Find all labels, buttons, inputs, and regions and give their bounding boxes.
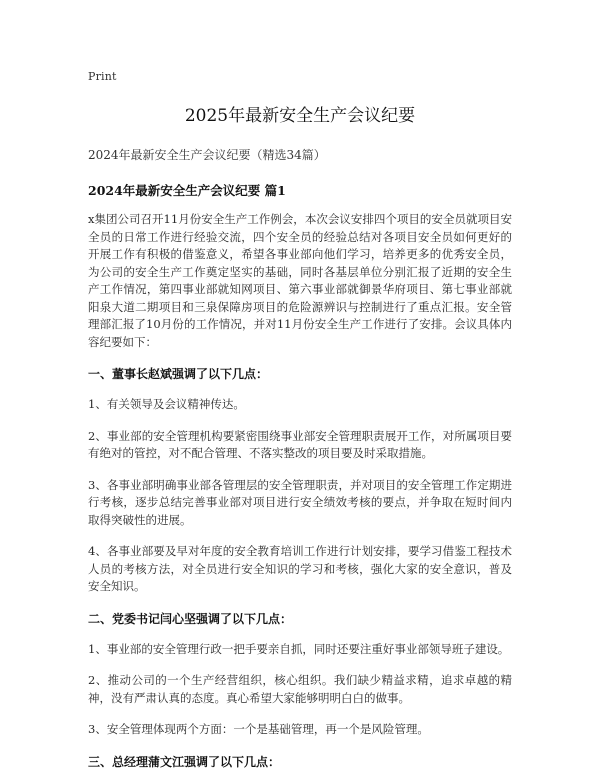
section-title: 2024年最新安全生产会议纪要 篇1 [88, 183, 286, 198]
document-subtitle: 2024年最新安全生产会议纪要（精选34篇） [88, 148, 326, 162]
section-heading-1: 一、董事长赵斌强调了以下几点： [88, 367, 269, 381]
list-item: 3、各事业部明确事业部各管理层的安全管理职责，并对项目的安全管理工作定期进行考核，逐步总结完善事业部对项目进行安全绩效考核的要点，并争取在短时间内取得突破性的进展。 [88, 477, 512, 527]
print-label: Print [88, 70, 117, 83]
intro-paragraph: x集团公司召开11月份安全生产工作例会，本次会议安排四个项目的安全员就项目安全员的日常工作进行经验交流，四个安全员的经验总结对各项目安全员如何更好的开展工作有积极的借鉴意义，希望各事业部向他们学习，培养更多的优秀安全员，为公司的安全生产工作奠定坚实的基础，同时各基层单位分别汇报了近期的安全生产工作情况，第四事业部就知网项目、第六事业部就御景华府项目、第七事业部就阳泉大道二期项目和三泉保障房项目的危险源辨识与控制进行了重点汇报。安全管理部汇报了10月份的工作情况，并对11月份安全生产工作进行了安排。会议具体内容纪要如下： [88, 212, 512, 349]
list-item: 3、安全管理体现两个方面：一个是基础管理，再一个是风险管理。 [88, 722, 429, 736]
list-item: 2、推动公司的一个生产经营组织，核心组织。我们缺少精益求精，追求卓越的精神，没有严肃认真的态度。真心希望大家能够明明白白的做事。 [88, 673, 512, 705]
list-item: 2、事业部的安全管理机构要紧密围绕事业部安全管理职责展开工作，对所属项目要有绝对的管控，对不配合管理、不落实整改的项目要及时采取措施。 [88, 428, 512, 460]
list-item: 1、事业部的安全管理行政一把手要亲自抓，同时还要注重好事业部领导班子建设。 [88, 641, 510, 656]
list-item: 1、有关领导及会议精神传达。 [88, 397, 245, 411]
section-heading-3: 三、总经理蒲文江强调了以下几点： [88, 754, 281, 769]
list-item: 4、各事业部要及早对年度的安全教育培训工作进行计划安排，要学习借鉴工程技术人员的考核方法，对全员进行安全知识的学习和考核，强化大家的安全意识，普及安全知识。 [88, 544, 512, 593]
document-title: 2025年最新安全生产会议纪要 [184, 106, 416, 126]
section-heading-2: 二、党委书记闫心坚强调了以下几点： [88, 611, 293, 626]
